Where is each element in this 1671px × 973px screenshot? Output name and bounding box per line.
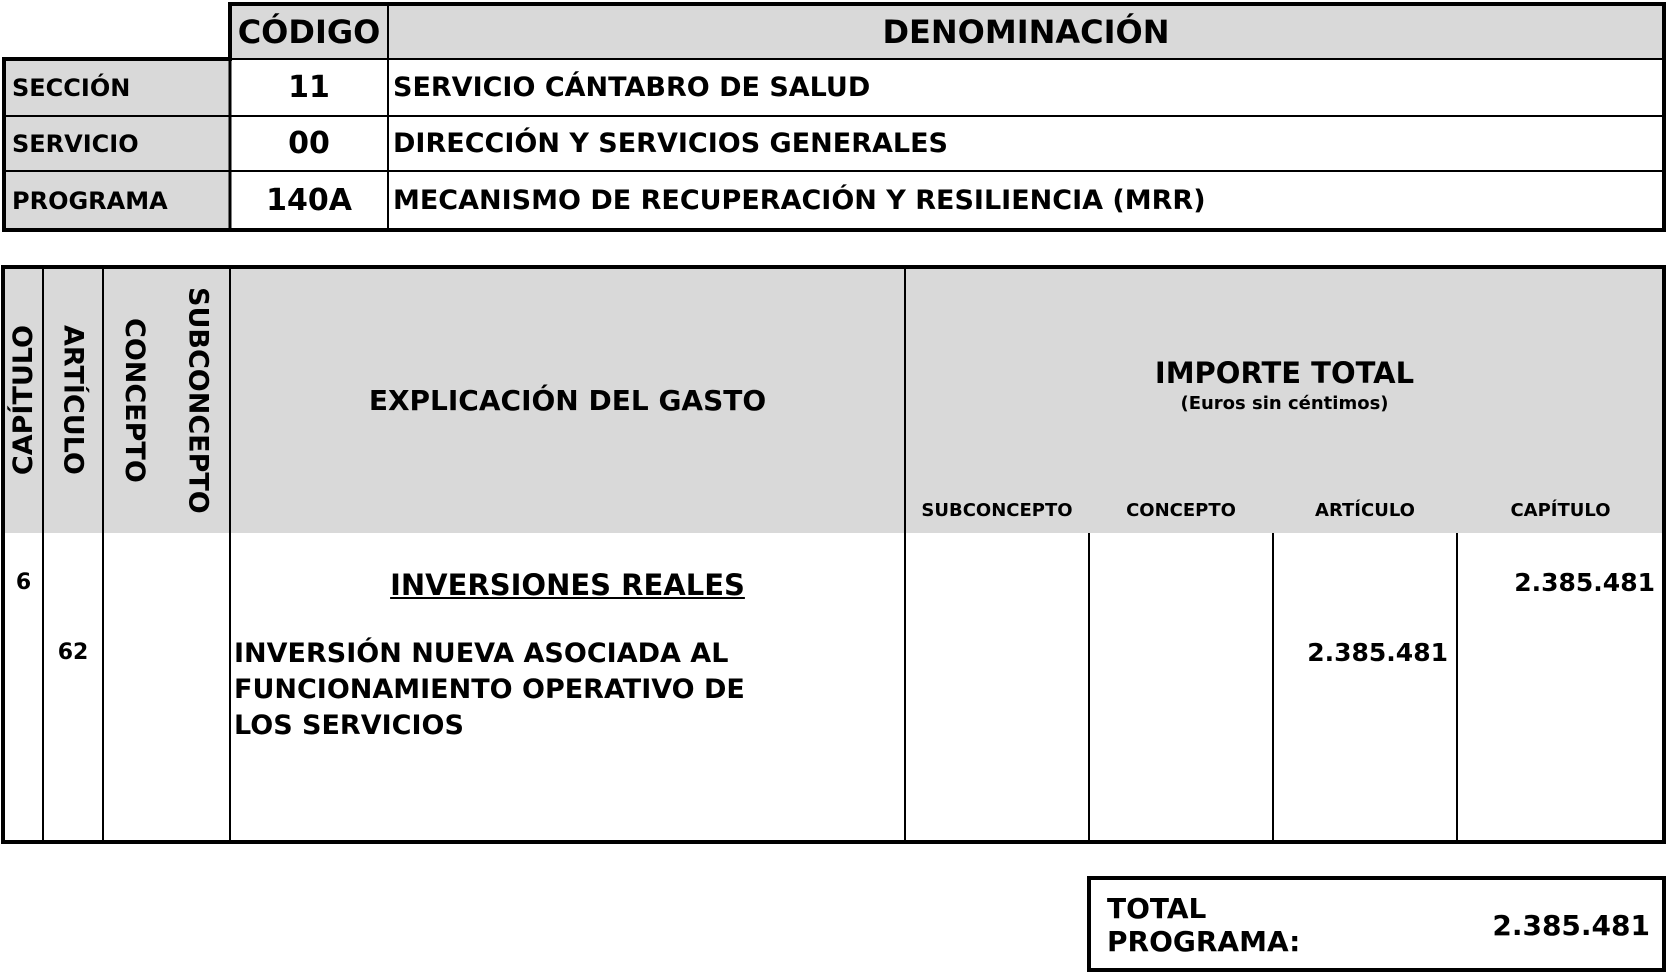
total-programa-label: TOTAL PROGRAMA: xyxy=(1107,892,1301,958)
subconcepto-col-header: SUBCONCEPTO xyxy=(182,286,214,514)
capitulo-col-header: CAPÍTULO xyxy=(8,324,39,476)
articulo-col-header: ARTÍCULO xyxy=(57,325,89,475)
denominacion-header: DENOMINACIÓN xyxy=(882,12,1170,51)
seccion-label: SECCIÓN xyxy=(12,73,131,102)
inversion-nueva-description: INVERSIÓN NUEVA ASOCIADA AL FUNCIONAMIENTO OPERATIVO DE LOS SERVICIOS xyxy=(234,638,745,741)
servicio-label: SERVICIO xyxy=(12,129,139,158)
capitulo-amount-header: CAPÍTULO xyxy=(1510,500,1611,521)
importe-total-subtitle: (Euros sin céntimos) xyxy=(1180,393,1389,414)
concepto-col-header: CONCEPTO xyxy=(119,317,150,483)
row-capitulo-code: 6 xyxy=(15,570,32,595)
articulo-amount: 2.385.481 xyxy=(1307,638,1448,667)
seccion-name: SERVICIO CÁNTABRO DE SALUD xyxy=(393,72,871,103)
codigo-header: CÓDIGO xyxy=(237,12,381,51)
concepto-amount-header: CONCEPTO xyxy=(1126,500,1236,521)
programa-name: MECANISMO DE RECUPERACIÓN Y RESILIENCIA (MRR) xyxy=(393,185,1206,216)
row-articulo-code: 62 xyxy=(57,640,89,665)
importe-total-title: IMPORTE TOTAL xyxy=(1154,356,1415,390)
inversiones-reales-title: INVERSIONES REALES xyxy=(390,568,745,602)
programa-label: PROGRAMA xyxy=(12,186,168,215)
explicacion-header: EXPLICACIÓN DEL GASTO xyxy=(368,383,767,417)
articulo-amount-header: ARTÍCULO xyxy=(1315,500,1415,521)
capitulo-amount: 2.385.481 xyxy=(1514,568,1655,597)
seccion-code: 11 xyxy=(288,70,330,105)
total-programa-value: 2.385.481 xyxy=(1492,908,1650,942)
servicio-name: DIRECCIÓN Y SERVICIOS GENERALES xyxy=(393,128,948,159)
servicio-code: 00 xyxy=(288,126,330,161)
subconcepto-amount-header: SUBCONCEPTO xyxy=(921,500,1073,521)
programa-code: 140A xyxy=(266,183,352,218)
